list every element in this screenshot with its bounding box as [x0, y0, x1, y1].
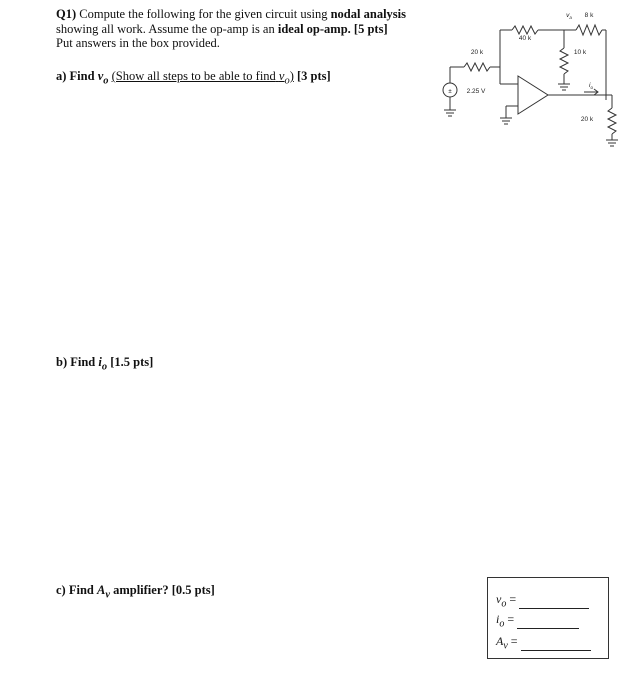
answer-vo[interactable]	[496, 592, 589, 609]
part-b-points: [1.5 pts]	[110, 355, 154, 369]
label-r-feedback: 40 k	[518, 35, 532, 42]
intro-points: [5 pts]	[353, 21, 388, 36]
answer-vo-sym: v	[496, 592, 502, 606]
part-a-note-suffix: )	[289, 69, 294, 83]
part-b	[56, 355, 153, 373]
resistor-8k-series	[576, 25, 602, 35]
part-b-var: i	[98, 355, 102, 369]
intro-text-1: Compute the following for the given circuit using	[79, 7, 328, 21]
part-c-suffix: amplifier?	[113, 583, 169, 597]
op-amp	[518, 76, 548, 114]
part-a-points: [3 pts]	[296, 69, 331, 83]
label-r-input: 20 k	[470, 49, 484, 56]
intro-text-2: showing all work. Assume the op-amp is an	[56, 21, 275, 36]
part-b-sub: o	[101, 361, 108, 373]
answer-av-blank[interactable]	[521, 640, 591, 651]
label-r-load: 20 k	[580, 116, 594, 123]
answer-vo-eq: =	[509, 592, 517, 606]
circuit-diagram	[436, 0, 622, 160]
answer-io-blank[interactable]	[517, 618, 579, 629]
resistor-10k-ground	[560, 48, 568, 74]
label-node-sub: a	[569, 15, 572, 20]
answer-av-eq: =	[510, 634, 518, 648]
answer-io[interactable]	[496, 612, 579, 629]
part-c	[56, 583, 215, 601]
part-a	[56, 69, 331, 87]
resistor-20k-load	[608, 108, 616, 134]
part-a-note-prefix: (Show all steps to be able to find	[111, 69, 276, 83]
resistor-40k-feedback	[512, 26, 538, 34]
label-node	[566, 12, 572, 20]
answer-av-sub: v	[503, 640, 508, 652]
label-r-ground: 10 k	[573, 49, 587, 56]
question-intro	[56, 7, 436, 51]
part-a-note-sub: o	[284, 75, 290, 87]
answer-vo-sub: o	[501, 598, 507, 610]
question-number: Q1)	[56, 7, 77, 21]
part-c-sub: v	[105, 589, 110, 601]
answer-io-sym: i	[496, 612, 500, 626]
intro-bold-2: ideal op-amp.	[277, 21, 351, 36]
label-source: 2.25 V	[466, 88, 486, 95]
answer-av-sym: A	[496, 634, 504, 648]
part-a-note	[111, 69, 294, 87]
label-current-sym: i	[589, 82, 591, 89]
part-c-var: A	[96, 583, 106, 597]
intro-text-3: Put answers in the box provided.	[56, 36, 220, 50]
label-current-sub: o	[590, 85, 593, 90]
part-a-var: v	[97, 69, 104, 83]
label-r-series: 8 k	[584, 12, 594, 19]
answer-av[interactable]	[496, 634, 591, 651]
part-a-label: a) Find	[56, 69, 95, 83]
part-b-label: b) Find	[56, 355, 96, 369]
source-polarity: ±	[448, 89, 452, 95]
part-c-points: [0.5 pts]	[171, 583, 215, 597]
part-a-sub: o	[103, 75, 109, 87]
answer-vo-blank[interactable]	[519, 598, 589, 609]
answer-io-eq: =	[507, 612, 515, 626]
intro-bold-1: nodal analysis	[330, 7, 406, 21]
answer-io-sub: o	[499, 618, 505, 630]
part-a-note-var: v	[278, 69, 285, 83]
answer-box	[487, 577, 609, 659]
label-node-sym: v	[566, 12, 570, 19]
resistor-20k-input	[464, 63, 490, 71]
part-c-label: c) Find	[56, 583, 94, 597]
label-current	[589, 82, 593, 90]
